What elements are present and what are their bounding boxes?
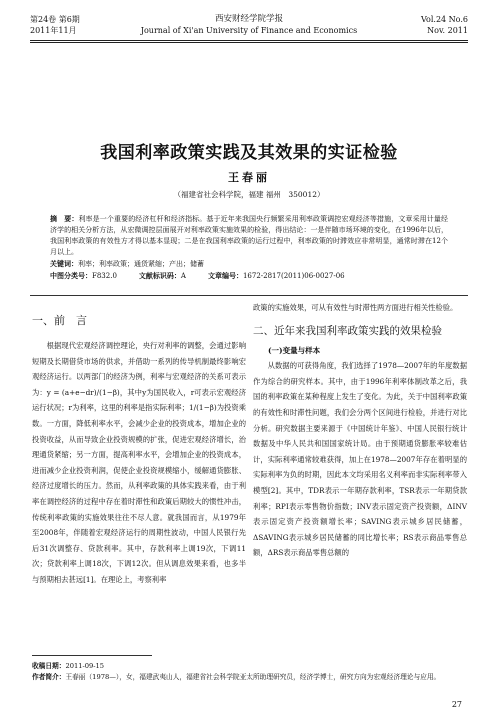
page-number: 27 (451, 700, 462, 709)
doc-code (139, 270, 186, 282)
clc-value: F832.0 (92, 272, 117, 280)
received-label: 收稿日期： (32, 662, 66, 670)
bio-label: 作者简介： (32, 673, 66, 681)
doc-label: 文献标识码： (138, 271, 181, 280)
received-value: 2011-09-15 (65, 662, 104, 670)
header-volume-cn: 第24卷 第6期 (30, 15, 80, 24)
header-volume-en: Vol.24 No.6 (421, 15, 468, 24)
section-2-heading: 二、近年来我国利率政策实践的效果检验 (253, 324, 442, 337)
section-1-paragraph: 根据现代宏观经济调控理论，央行对利率的调整，会通过影响短期及长期借贷市场的供求，并借助一系列的传导机制最终影响宏观经济运行。以两部门的经济为例，利率与宏观经济的关系可表示为：y = (a+e−dr)/(1−β)，其中y为国民收入，r可表示宏观经济运行状况；r为利率，这里的利率是指实际利率；1/(1−β)为投资乘数。一方面，降低利率水平，会减少企业的投资成本，增加企业的投资收益，从而导致企业投资规模的扩张，促进宏观经济增长，治理通货紧缩；另一方面，提高利率水平，会增加企业的投资成本，进而减少企业投资利润，促使企业投资规模缩小，缓解通货膨胀、经济过度增长的压力。然而，从利率政策的具体实践来看，由于利率在调控经济的过程中存在着时滞性和政策后期较大的惯性冲击，传统利率政策的实施效果往往不尽人意。就我国而言，从1979年至2008年，伴随着宏观经济运行的周期性波动，中国人民银行先后31次调整存、贷款利率。其中，存款利率上调19次，下调11次；贷款利率上调18次，下调12次。但从调息效果来看，也多半与预期相去甚远[1]。在理论上，考察利率 (32, 341, 246, 584)
clc-code (50, 270, 117, 282)
header-right (421, 14, 468, 36)
abstract-rule (30, 295, 468, 296)
article-label: 文章编号： (207, 271, 243, 280)
section-2-subheading: (一)变量与样本 (268, 345, 321, 355)
header-date-cn: 2011年11月 (30, 26, 77, 35)
keywords (50, 258, 448, 270)
header-center (30, 14, 468, 36)
author-name: 王春丽 (228, 171, 270, 184)
keywords-label: 关键词： (50, 259, 78, 268)
header-journal-cn: 西安财经学院学报 (214, 14, 283, 24)
article-title: 我国利率政策实践及其效果的实证检验 (100, 143, 398, 163)
abstract-text: 利率是一个重要的经济杠杆和经济指标。基于近年来我国央行频繁采用利率政策调控宏观经济等措施，文章采用计量经济学的相关分析方法，从宏微调控层面展开对利率政策实施效果的检验，得出结论：一是伴随市场环境的变化，在1996年以后，我国利率政策的有效性方才得以基本显现；二是在我国利率政策的运行过程中，利率政策的时滞效应非常明显，通常时滞在12个月以上。 (50, 215, 448, 256)
left-column (32, 300, 246, 588)
article-value: 1672-2817(2011)06-0027-06 (242, 272, 345, 280)
header-journal-en: Journal of Xi'an University of Finance and Economics (140, 26, 358, 35)
received-date (32, 661, 466, 672)
article-number (208, 270, 345, 282)
footnote (32, 661, 466, 683)
section-1-heading: 一、前 言 (32, 314, 87, 327)
keywords-text: 利率；利率政策；通货紧缩；产出；储蓄 (78, 260, 204, 268)
classification-row (50, 270, 448, 282)
abstract-label: 摘 要： (50, 214, 79, 223)
bio-text: 王春丽（1978—），女，福建武夷山人，福建省社会科学院亚太所助理研究员，经济学博士，研究方向为宏观经济理论与应用。 (65, 673, 441, 681)
author-affiliation: （福建省社会科学院，福建 福州 350012） (173, 190, 325, 199)
section-1-paragraph-continued: 政策的实施效果，可从有效性与时滞性两方面进行相关性检验。 (253, 303, 458, 312)
footnote-rule (32, 655, 152, 656)
right-column (253, 300, 467, 561)
abstract-block (50, 213, 448, 282)
section-2-paragraph: 从数据的可获得角度，我们选择了1978—2007年的年度数据作为综合的研究样本。其中，由于1996年利率体制改革之后，我国的利率政策在某种程度上发生了变化。为此，关于中国利率政策的有效性和时滞性问题，我们会分两个区间进行检验，并进行对比分析。研究数据主要来源于《中国统计年鉴》、中国人民银行统计数据及中华人民共和国国家统计局。由于预期通货膨胀率较难估计，实际利率通常较难获得，加上在1978—2007年存在着明显的实际利率为负的时期，因此本文均采用名义利率而非实际利率带入模型[2]。其中，TDR表示一年期存款利率，TSR表示一年期贷款利率；RPI表示零售物价指数；INV表示固定资产投资额，ΔINV表示固定资产投资额增长率；SAVING表示城乡居民储蓄，ΔSAVING表示城乡居民储蓄的同比增长率；RS表示商品零售总额，ΔRS表示商品零售总额的 (253, 361, 467, 558)
clc-label: 中图分类号： (50, 271, 92, 280)
header-rule-thin (30, 42, 468, 43)
abstract (50, 213, 448, 258)
author-bio (32, 672, 466, 683)
header-rule-thick (30, 40, 468, 41)
header-date-en: Nov. 2011 (427, 26, 468, 35)
doc-value: A (180, 272, 186, 280)
